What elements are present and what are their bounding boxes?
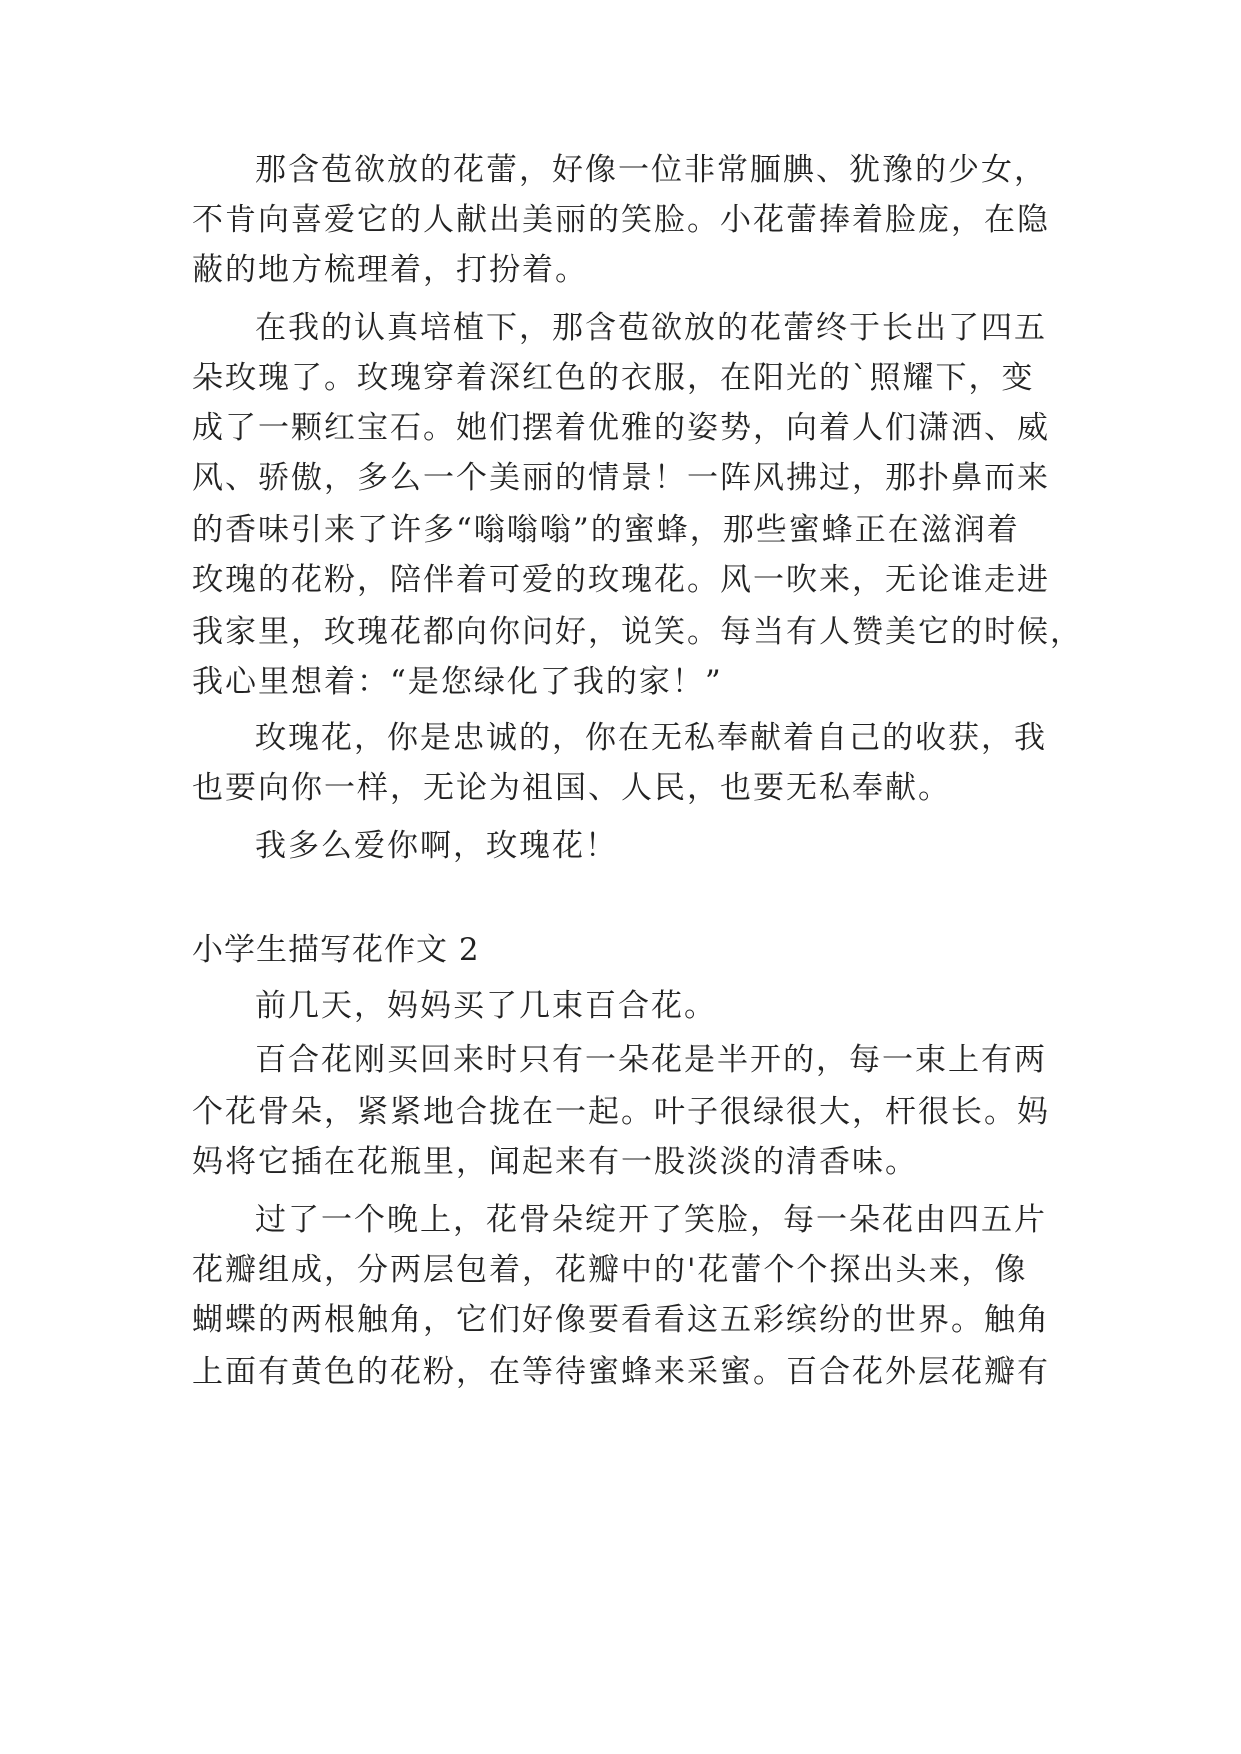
paragraph-2-line-7: 我家里，玫瑰花都向你问好，说笑。每当有人赞美它的时候， <box>192 614 1083 650</box>
paragraph-2-line-5: 的香味引来了许多“嗡嗡嗡”的蜜蜂，那些蜜蜂正在滋润着 <box>192 512 1020 548</box>
section-title: 小学生描写花作文 2 <box>192 932 480 968</box>
paragraph-2-line-1: 在我的认真培植下，那含苞欲放的花蕾终于长出了四五 <box>255 310 1047 346</box>
paragraph-2-line-4: 风、骄傲，多么一个美丽的情景！一阵风拂过，那扑鼻而来 <box>192 460 1050 496</box>
section2-paragraph-1-line-1: 前几天，妈妈买了几束百合花。 <box>255 988 717 1024</box>
paragraph-1-line-1: 那含苞欲放的花蕾，好像一位非常腼腆、犹豫的少女， <box>255 152 1047 188</box>
paragraph-2-line-2: 朵玫瑰了。玫瑰穿着深红色的衣服，在阳光的`照耀下，变 <box>192 360 1035 396</box>
paragraph-3-line-1: 玫瑰花，你是忠诚的，你在无私奉献着自己的收获，我 <box>255 720 1047 756</box>
section2-paragraph-3-line-4: 上面有黄色的花粉，在等待蜜蜂来采蜜。百合花外层花瓣有 <box>192 1354 1050 1390</box>
section2-paragraph-3-line-3: 蝴蝶的两根触角，它们好像要看看这五彩缤纷的世界。触角 <box>192 1302 1050 1338</box>
section2-paragraph-3-line-2: 花瓣组成，分两层包着，花瓣中的'花蕾个个探出头来，像 <box>192 1252 1028 1288</box>
section2-paragraph-2-line-2: 个花骨朵，紧紧地合拢在一起。叶子很绿很大，杆很长。妈 <box>192 1094 1050 1130</box>
paragraph-3-line-2: 也要向你一样，无论为祖国、人民，也要无私奉献。 <box>192 770 951 806</box>
section2-paragraph-3-line-1: 过了一个晚上，花骨朵绽开了笑脸，每一朵花由四五片 <box>255 1202 1047 1238</box>
paragraph-1-line-2: 不肯向喜爱它的人献出美丽的笑脸。小花蕾捧着脸庞，在隐 <box>192 202 1050 238</box>
section2-paragraph-2-line-1: 百合花刚买回来时只有一朵花是半开的，每一束上有两 <box>255 1042 1047 1078</box>
paragraph-2-line-3: 成了一颗红宝石。她们摆着优雅的姿势，向着人们潇洒、威 <box>192 410 1050 446</box>
section2-paragraph-2-line-3: 妈将它插在花瓶里，闻起来有一股淡淡的清香味。 <box>192 1144 918 1180</box>
paragraph-4-line-1: 我多么爱你啊，玫瑰花！ <box>255 828 618 864</box>
paragraph-1-line-3: 蔽的地方梳理着，打扮着。 <box>192 252 588 288</box>
paragraph-2-line-6: 玫瑰的花粉，陪伴着可爱的玫瑰花。风一吹来，无论谁走进 <box>192 562 1050 598</box>
paragraph-2-line-8: 我心里想着：“是您绿化了我的家！” <box>192 664 723 700</box>
